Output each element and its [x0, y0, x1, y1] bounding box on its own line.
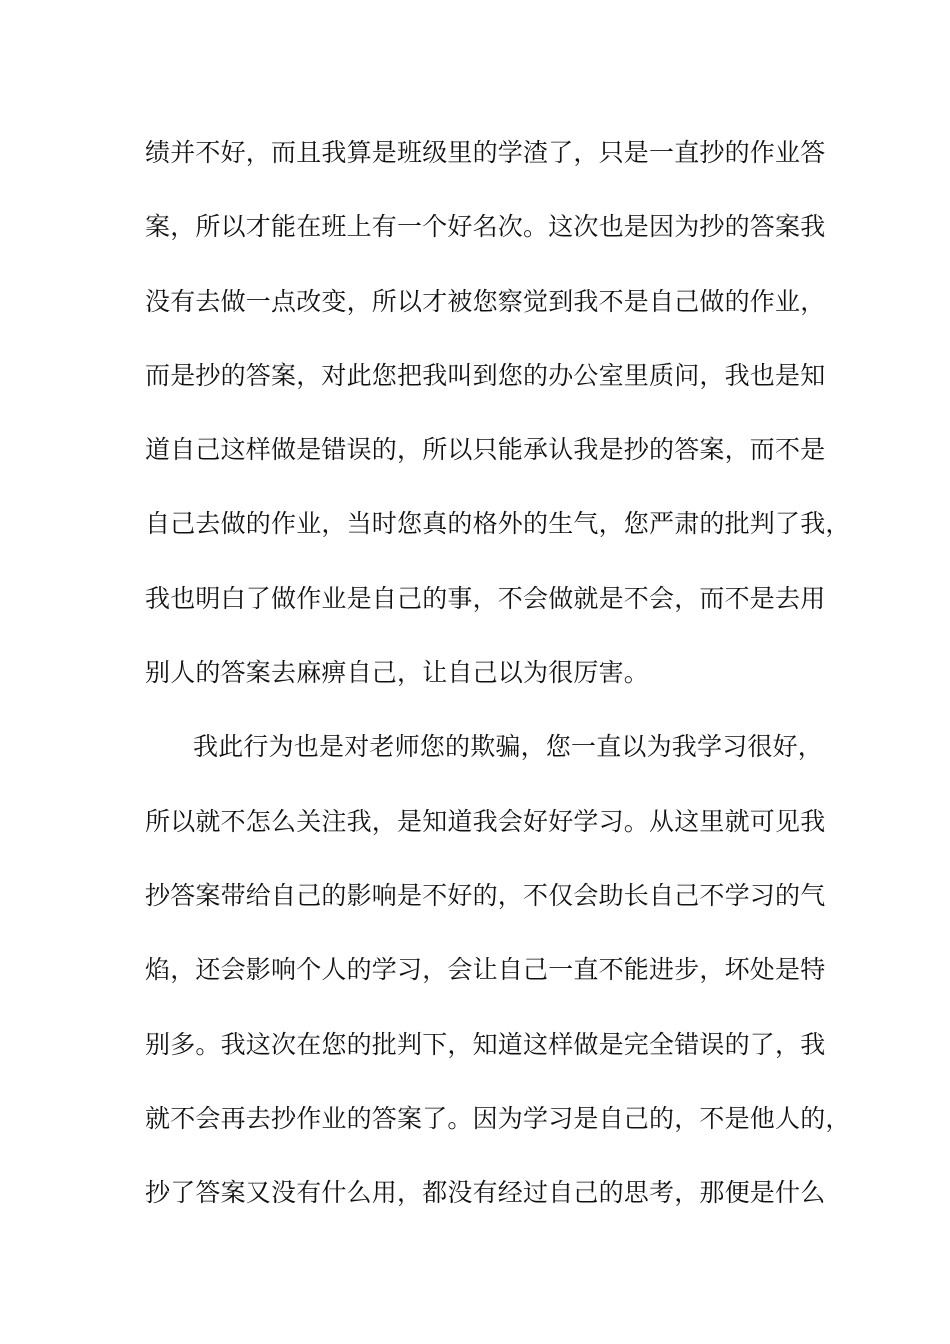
text-line: 别多。我这次在您的批判下，知道这样做是完全错误的了，我 — [145, 1029, 826, 1059]
text-line: 就不会再去抄作业的答案了。因为学习是自己的，不是他人的， — [145, 1103, 851, 1133]
text-line: 而是抄的答案，对此您把我叫到您的办公室里质问，我也是知 — [145, 360, 826, 390]
text-line: 自己去做的作业，当时您真的格外的生气，您严肃的批判了我， — [145, 509, 851, 539]
text-line: 道自己这样做是错误的，所以只能承认我是抄的答案，而不是 — [145, 435, 826, 465]
text-line: 我也明白了做作业是自己的事，不会做就是不会，而不是去用 — [145, 583, 826, 613]
text-line: 所以就不怎么关注我，是知道我会好好学习。从这里就可见我 — [145, 806, 826, 836]
text-line: 绩并不好，而且我算是班级里的学渣了，只是一直抄的作业答 — [145, 138, 826, 167]
paragraph-first-line: 我此行为也是对老师您的欺骗，您一直以为我学习很好， — [193, 732, 824, 762]
text-line: 焰，还会影响个人的学习，会让自己一直不能进步，坏处是特 — [145, 955, 826, 985]
text-line: 案，所以才能在班上有一个好名次。这次也是因为抄的答案我 — [145, 212, 826, 242]
body-text — [145, 126, 851, 1240]
text-line: 抄了答案又没有什么用，都没有经过自己的思考，那便是什么 — [145, 1178, 826, 1208]
text-line: 别人的答案去麻痹自己，让自己以为很厉害。 — [145, 658, 650, 688]
text-line: 抄答案带给自己的影响是不好的，不仅会助长自己不学习的气 — [145, 880, 826, 910]
text-line: 没有去做一点改变，所以才被您察觉到我不是自己做的作业， — [145, 286, 826, 316]
